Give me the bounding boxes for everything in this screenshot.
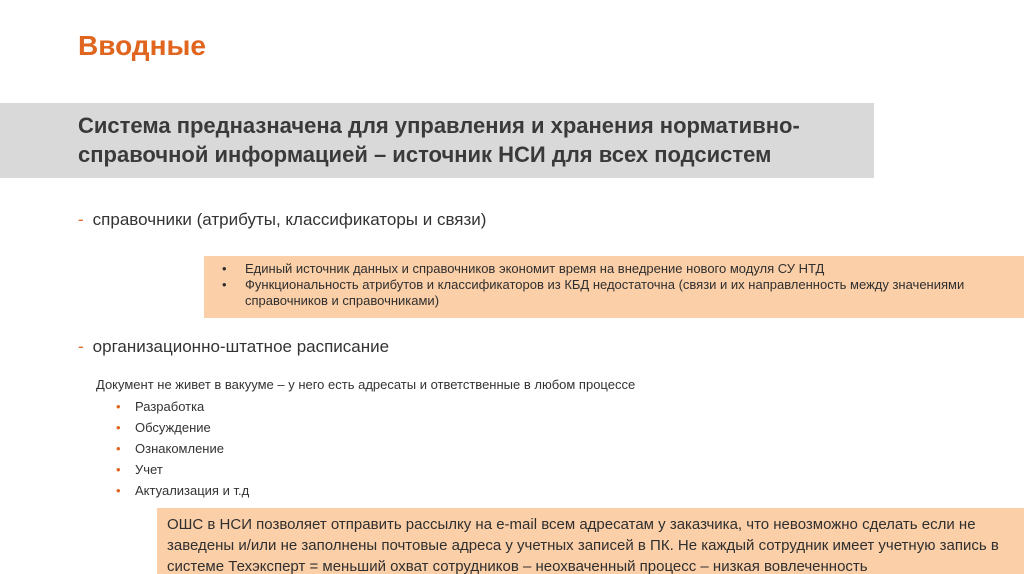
section-heading-text: организационно-штатное расписание <box>92 337 390 356</box>
bullet-icon: • <box>222 277 227 292</box>
staffing-note-box <box>157 508 1024 574</box>
note-item <box>222 261 1022 277</box>
bullet-icon: • <box>116 462 121 477</box>
process-steps-list <box>116 399 249 504</box>
bullet-icon: • <box>116 420 121 435</box>
subtitle-banner <box>0 103 874 178</box>
directories-note-box <box>204 256 1024 318</box>
bullet-icon: • <box>116 441 121 456</box>
list-item <box>116 399 249 420</box>
list-item <box>116 420 249 441</box>
step-text: Учет <box>135 462 163 477</box>
note-text: Функциональность атрибутов и классификаторов из КБД недостаточна (связи и их направленность между значениями справочников и справочниками) <box>245 277 965 308</box>
bullet-icon: • <box>222 261 227 276</box>
step-text: Актуализация и т.д <box>135 483 250 498</box>
slide-title: Вводные <box>78 30 206 61</box>
step-text: Обсуждение <box>135 420 211 435</box>
directories-note-list <box>222 261 1022 309</box>
dash-bullet-icon: - <box>78 210 84 229</box>
bullet-icon: • <box>116 483 121 498</box>
section-heading-staffing <box>78 337 389 357</box>
section-heading-text: справочники (атрибуты, классификаторы и связи) <box>92 210 487 229</box>
bullet-icon: • <box>116 399 121 414</box>
note-item <box>222 277 1022 309</box>
note-text: Единый источник данных и справочников экономит время на внедрение нового модуля СУ НТД <box>245 261 825 276</box>
document-intro: Документ не живет в вакууме – у него есть адресаты и ответственные в любом процессе <box>96 377 636 392</box>
staffing-note-text: ОШС в НСИ позволяет отправить рассылку на e-mail всем адресатам у заказчика, что невозможно сделать если не заведены и/или не заполнены почтовые адреса у учетных записей в ПК. Не каждый сотрудник имеет учетную запись в системе Техэксперт = меньший охват сотрудников – неохваченный процесс – низкая вовлеченность <box>167 516 999 574</box>
dash-bullet-icon: - <box>78 337 84 356</box>
list-item <box>116 462 249 483</box>
section-heading-directories <box>78 210 486 230</box>
list-item <box>116 483 249 504</box>
step-text: Разработка <box>135 399 205 414</box>
step-text: Ознакомление <box>135 441 224 456</box>
list-item <box>116 441 249 462</box>
subtitle-text: Система предназначена для управления и хранения нормативно-справочной информацией – источник НСИ для всех подсистем <box>78 113 800 167</box>
